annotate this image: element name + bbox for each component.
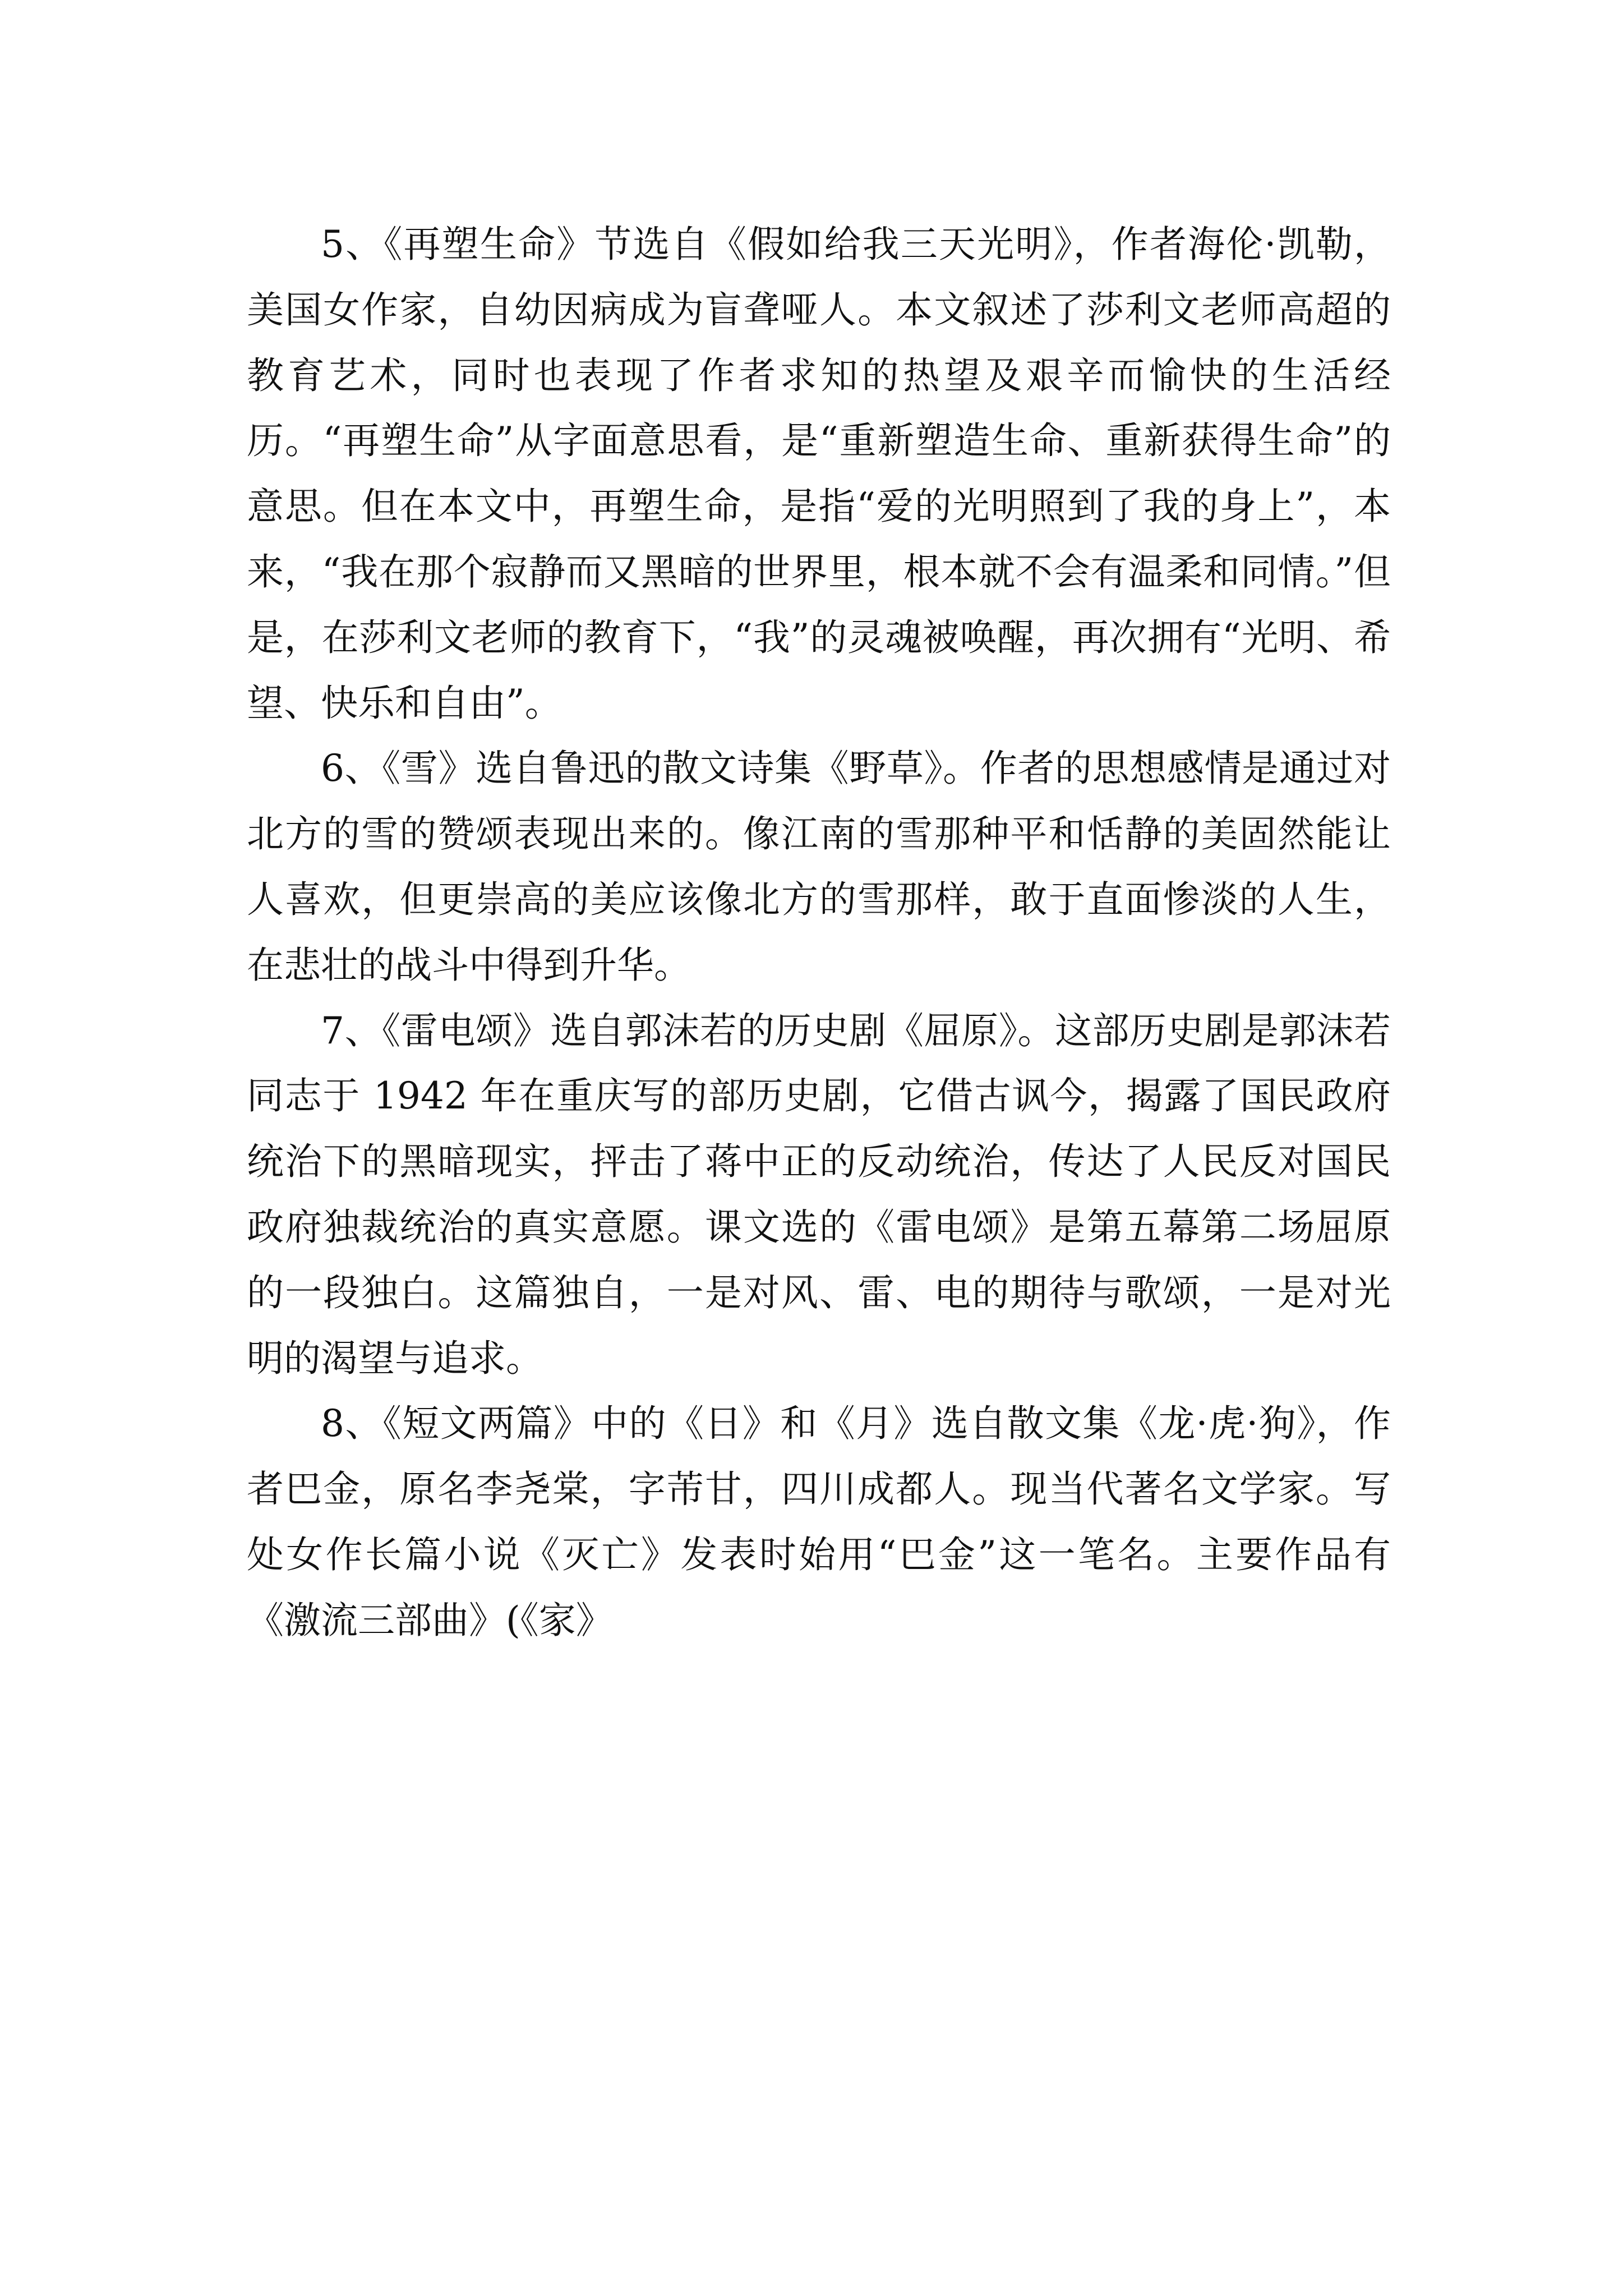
paragraph-5-zaisu-shengming: 5、《再塑生命》节选自《假如给我三天光明》，作者海伦·凯勒，美国女作家，自幼因病成为盲聋哑人。本文叙述了莎利文老师高超的教育艺术，同时也表现了作者求知的热望及艰辛而愉快的生活经历。“再塑生命”从字面意思看，是“重新塑造生命、重新获得生命”的意思。但在本文中，再塑生命，是指“爱的光明照到了我的身上”，本来，“我在那个寂静而又黑暗的世界里，根本就不会有温柔和同情。”但是，在莎利文老师的教育下，“我”的灵魂被唤醒，再次拥有“光明、希望、快乐和自由”。 — [247, 223, 1391, 725]
document-page — [247, 0, 1391, 2296]
paragraph-6-xue: 6、《雪》选自鲁迅的散文诗集《野草》。作者的思想感情是通过对北方的雪的赞颂表现出来的。像江南的雪那种平和恬静的美固然能让人喜欢，但更崇高的美应该像北方的雪那样，敢于直面惨淡的人生，在悲壮的战斗中得到升华。 — [247, 747, 1391, 987]
paragraph-8-duanwen-liangpian: 8、《短文两篇》中的《日》和《月》选自散文集《龙·虎·狗》，作者巴金，原名李尧棠，字芾甘，四川成都人。现当代著名文学家。写处女作长篇小说《灭亡》发表时始用“巴金”这一笔名。主要作品有《激流三部曲》(《家》 — [247, 1402, 1391, 1642]
paragraph-7-leidian-song: 7、《雷电颂》选自郭沫若的历史剧《屈原》。这部历史剧是郭沫若同志于 1942 年在重庆写的部历史剧，它借古讽今，揭露了国民政府统治下的黑暗现实，抨击了蒋中正的反动统治，传达了人民反对国民政府独裁统治的真实意愿。课文选的《雷电颂》是第五幕第二场屈原的一段独白。这篇独自，一是对风、雷、电的期待与歌颂，一是对光明的渴望与追求。 — [247, 1009, 1391, 1380]
